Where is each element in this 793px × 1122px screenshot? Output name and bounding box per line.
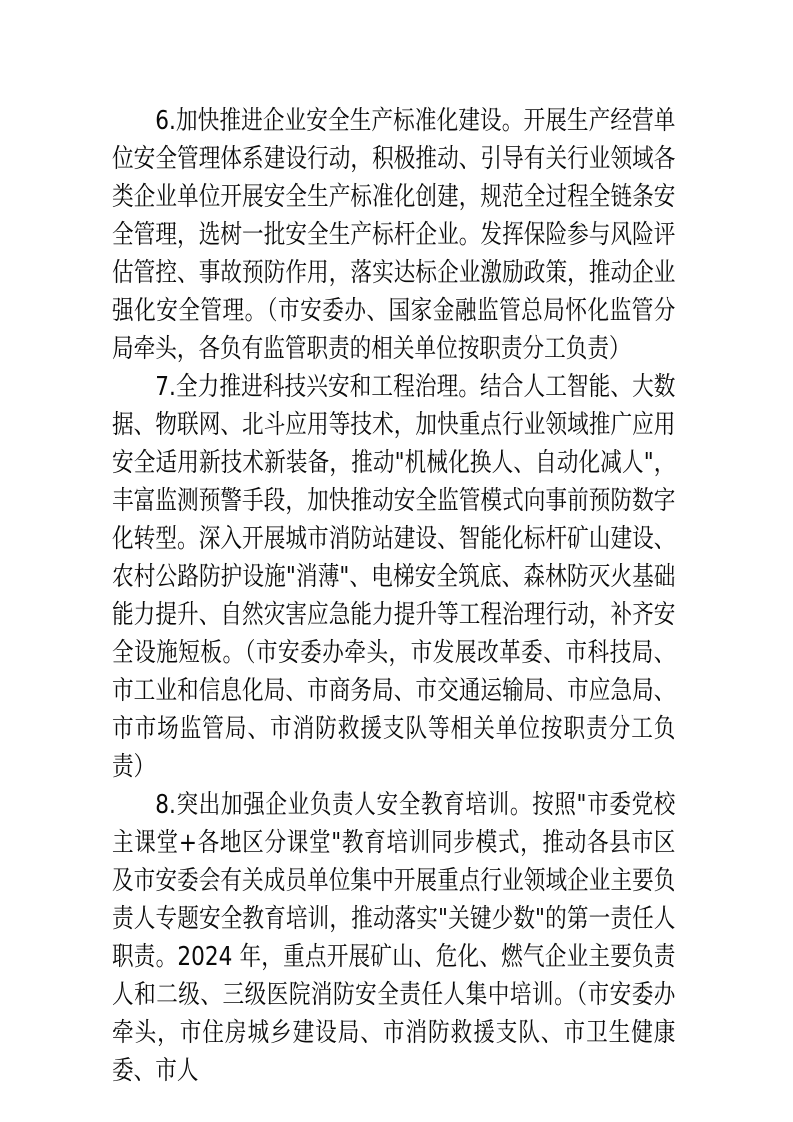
paragraph-item-7: 7.全力推进科技兴安和工程治理。结合人工智能、大数据、物联网、北斗应用等技术，加快重点行业领域推广应用安全适用新技术新装备，推动"机械化换人、自动化减人"，丰富监测预警手段，加快推动安全监管模式向事前预防数字化转型。深入开展城市消防站建设、智能化标杆矿山建设、农村公路防护设施"消薄"、电梯安全筑底、森林防灭火基础能力提升、自然灾害应急能力提升等工程治理行动，补齐安全设施短板。（市安委办牵头，市发展改革委、市科技局、市工业和信息化局、市商务局、市交通运输局、市应急局、市市场监管局、市消防救援支队等相关单位按职责分工负责） [112,372,676,782]
paragraph-item-6: 6.加快推进企业安全生产标准化建设。开展生产经营单位安全管理体系建设行动，积极推动、引导有关行业领域各类企业单位开展安全生产标准化创建，规范全过程全链条安全管理，选树一批安全生产标杆企业。发挥保险参与风险评估管控、事故预防作用，落实达标企业激励政策，推动企业强化安全管理。（市安委办、国家金融监管总局怀化监管分局牵头，各负有监管职责的相关单位按职责分工负责） [112,106,676,364]
document-body [112,102,675,1090]
paragraph-item-8: 8.突出加强企业负责人安全教育培训。按照"市委党校主课堂+各地区分课堂"教育培训同步模式，推动各县市区及市安委会有关成员单位集中开展重点行业领域企业主要负责人专题安全教育培训，推动落实"关键少数"的第一责任人职责。2024 年，重点开展矿山、危化、燃气企业主要负责人和二级、三级医院消防安全责任人集中培训。（市安委办牵头，市住房城乡建设局、市消防救援支队、市卫生健康委、市人 [112,790,676,1086]
